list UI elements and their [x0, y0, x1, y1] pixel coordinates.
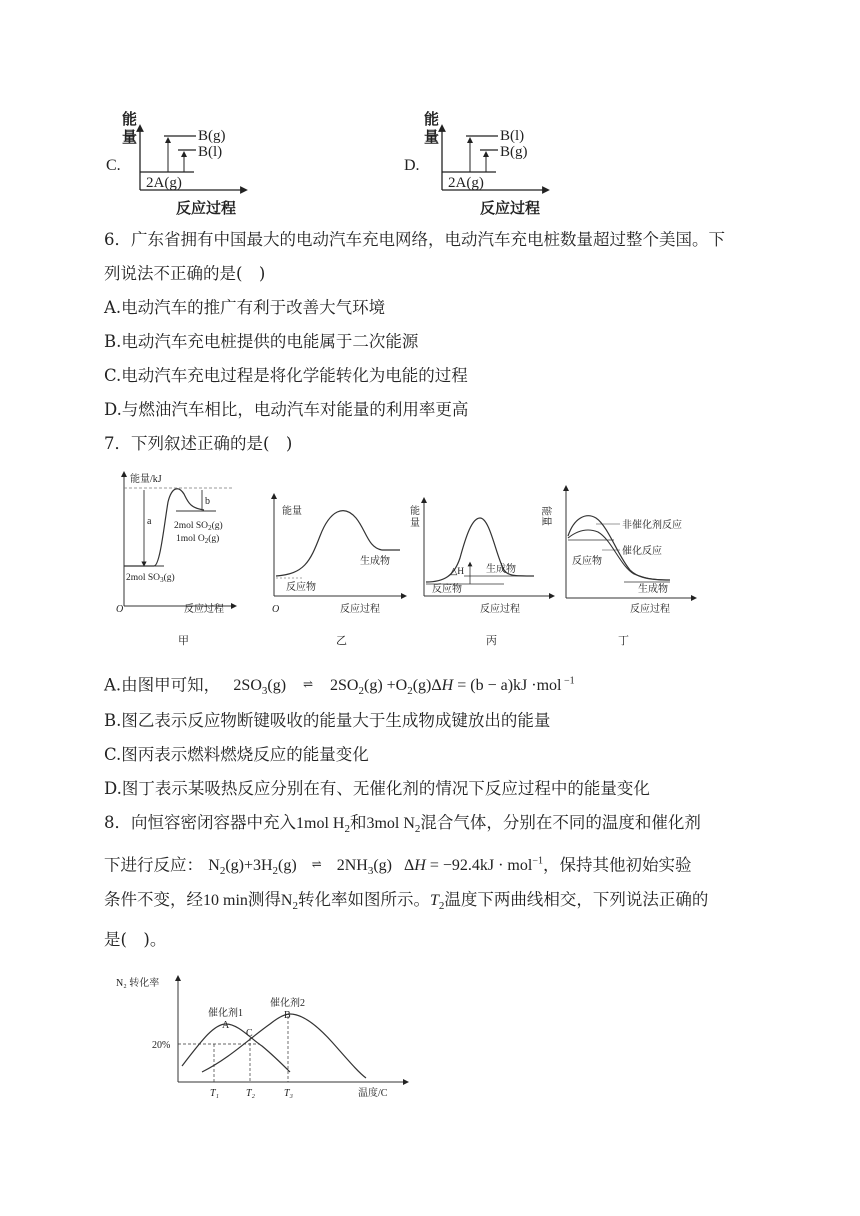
- bing-ylabel-1: 能: [410, 506, 420, 517]
- bing-react: 反应物: [432, 584, 462, 595]
- yi-origin: O: [272, 604, 280, 615]
- option-c-upper: B(g): [198, 128, 226, 144]
- figure-bing: [410, 500, 552, 647]
- q8-chart-cat1: 催化剂1: [208, 1008, 243, 1019]
- q8-chart-20pct: 20%: [152, 1040, 171, 1051]
- jia-b: b: [205, 496, 210, 507]
- q8-chart-t2: T₂: [246, 1088, 256, 1099]
- option-c-base: 2A(g): [146, 175, 182, 191]
- q8-line1: 8．向恒容密闭容器中充入1mol $H_2$和3mol $N_2$混合气体，分别在不同的温度和催化剂: [104, 813, 701, 836]
- option-d-ylabel-1: 能: [424, 110, 440, 128]
- bing-prod: 生成物: [486, 564, 516, 575]
- yi-caption: 乙: [336, 635, 347, 647]
- ding-cat: 催化反应: [622, 546, 662, 557]
- ding-noncat: 非催化剂反应: [622, 520, 682, 531]
- q6-stem-line2: 列说法不正确的是( ): [104, 264, 266, 283]
- q6-option-a: A.电动汽车的推广有利于改善大气环境: [104, 298, 386, 317]
- jia-a: a: [147, 516, 152, 527]
- figure-yi: [272, 496, 404, 647]
- figure-ding: [540, 488, 694, 647]
- q8-chart-pointA: A: [222, 1020, 230, 1031]
- q7-stem: 7．下列叙述正确的是( ): [104, 434, 293, 453]
- option-d-xlabel: 反应过程: [480, 199, 541, 217]
- q8-chart-xlabel: 温度/C: [358, 1088, 388, 1099]
- bing-ylabel-2: 量: [410, 518, 420, 529]
- jia-origin: O: [116, 604, 124, 615]
- q7-option-a: A.由图甲可知， $2SO_3(g)$ ⇌ $2SO_2(g) +O_2(g)\Delta H = (b - a)kJ \cdot mol$ $^{-1}$: [104, 675, 575, 698]
- yi-xlabel: 反应过程: [340, 604, 380, 615]
- ding-ylabel: 能量: [540, 506, 551, 526]
- jia-ylabel: 能量/kJ: [130, 474, 162, 485]
- q8-line3: 条件不变，经10 min测得$N_2$转化率如图所示。$T_2$温度下两曲线相交，下列说法正确的: [104, 890, 709, 913]
- option-d-base: 2A(g): [448, 175, 484, 191]
- option-d-diagram: [404, 102, 564, 220]
- q6-stem-line1: 6．广东省拥有中国最大的电动汽车充电网络，电动汽车充电桩数量超过整个美国。下: [104, 230, 725, 249]
- option-d-ylabel-2: 量: [424, 128, 440, 146]
- q7-a-equation: $2SO_3(g)$ ⇌ $2SO_2(g) +O_2(g)\Delta H = (b - a)kJ \cdot mol$ $^{-1}$: [233, 676, 575, 698]
- option-c-ylabel-1: 能: [122, 110, 138, 128]
- q8-chart-cat2: 催化剂2: [270, 998, 305, 1009]
- jia-react: 2mol $SO_3(g)$: [126, 573, 175, 584]
- option-d-lower: B(g): [500, 144, 528, 160]
- ding-xlabel: 反应过程: [630, 604, 670, 615]
- option-c-ylabel-2: 量: [122, 128, 138, 146]
- jia-caption: 甲: [178, 635, 189, 647]
- option-d-upper: B(l): [500, 128, 525, 144]
- option-d-label: D.: [404, 157, 420, 174]
- q8-chart-pointB: B: [284, 1010, 291, 1021]
- q7-option-c: C.图丙表示燃料燃烧反应的能量变化: [104, 745, 369, 764]
- q6-option-b: B.电动汽车充电桩提供的电能属于二次能源: [104, 332, 419, 351]
- q8-line2: 下进行反应： $N_2(g)+3H_2(g)$ ⇌ $2NH_3(g) \Delta H = -92.4kJ \cdot mol^{-1}$，保持其他初始实验: [104, 855, 692, 878]
- q8-chart-t1: T₁: [210, 1088, 220, 1099]
- option-c-xlabel: 反应过程: [176, 199, 237, 217]
- bing-caption: 丙: [486, 635, 497, 647]
- option-c-label: C.: [106, 157, 121, 174]
- q8-line4: 是( )。: [104, 930, 167, 949]
- q6-option-d: D.与燃油汽车相比，电动汽车对能量的利用率更高: [104, 400, 469, 419]
- jia-prod1: 2mol $SO_2(g)$: [174, 521, 223, 532]
- yi-ylabel: 能量: [282, 506, 302, 517]
- jia-prod2: 1mol $O_2(g)$: [176, 534, 220, 545]
- option-c-lower: B(l): [198, 144, 223, 160]
- bing-xlabel: 反应过程: [480, 604, 520, 615]
- q6-option-c: C.电动汽车充电过程是将化学能转化为电能的过程: [104, 366, 468, 385]
- q7-option-d: D.图丁表示某吸热反应分别在有、无催化剂的情况下反应过程中的能量变化: [104, 779, 650, 798]
- q8-chart-pointC: C: [246, 1028, 253, 1039]
- bing-dh: △H: [450, 567, 465, 577]
- q7-figures: [104, 466, 704, 656]
- jia-xlabel: 反应过程: [184, 604, 224, 615]
- q7-option-b: B.图乙表示反应物断键吸收的能量大于生成物成键放出的能量: [104, 711, 551, 730]
- q8-chart: [110, 968, 420, 1104]
- q8-chart-ylabel: N₂ 转化率: [116, 978, 160, 989]
- ding-react: 反应物: [572, 556, 602, 567]
- q8-equation: $N_2(g)+3H_2(g)$ ⇌ $2NH_3(g) \Delta H = -92.4kJ \cdot mol^{-1}$: [208, 856, 543, 878]
- option-c-diagram: [104, 102, 264, 220]
- ding-prod: 生成物: [638, 584, 668, 595]
- ding-caption: 丁: [618, 635, 629, 647]
- yi-react: 反应物: [286, 582, 316, 593]
- figure-jia: [116, 472, 234, 647]
- q8-chart-t3: T₃: [284, 1088, 294, 1099]
- yi-prod: 生成物: [360, 556, 390, 567]
